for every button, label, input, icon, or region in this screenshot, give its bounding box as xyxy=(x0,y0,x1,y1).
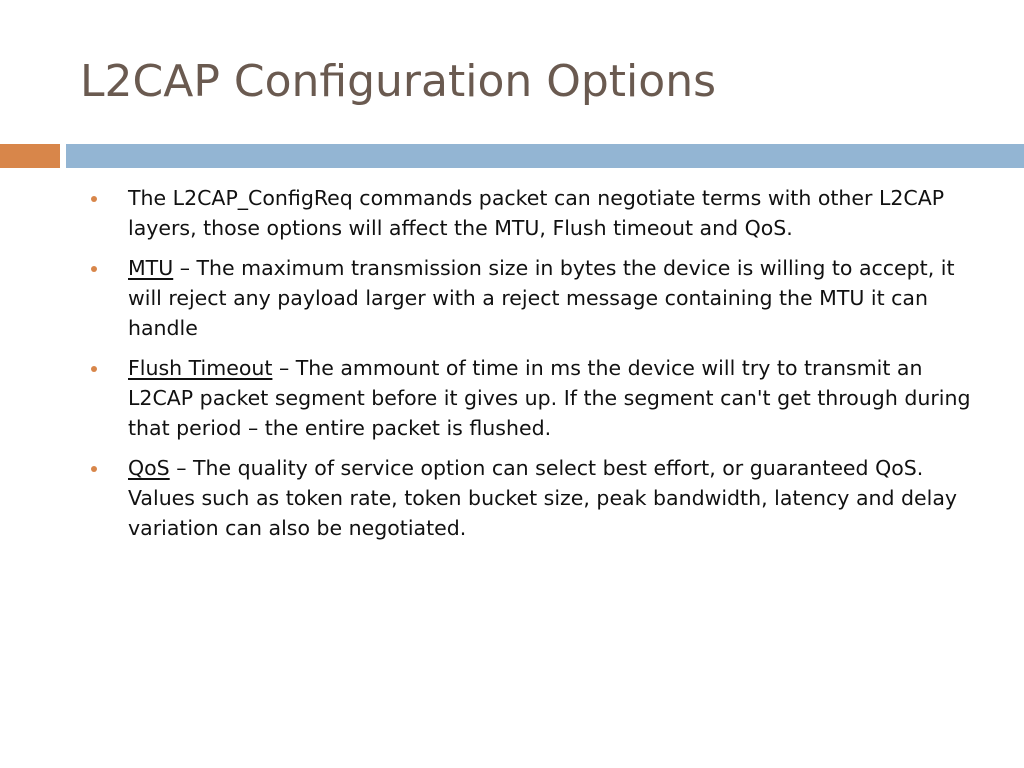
bullet-text: The L2CAP_ConfigReq commands packet can negotiate terms with other L2CAP layers, those options will affect the MTU, Flush timeout and QoS. xyxy=(128,186,945,240)
bullet-dot-icon xyxy=(91,366,97,372)
title-accent-bar-orange xyxy=(0,144,60,168)
bullet-item-config-req xyxy=(90,183,980,243)
bullet-dot-icon xyxy=(91,466,97,472)
bullet-dot-icon xyxy=(91,196,97,202)
slide-title: L2CAP Configuration Options xyxy=(80,56,717,107)
bullet-dot-icon xyxy=(91,266,97,272)
title-accent-bar-blue xyxy=(66,144,1024,168)
bullet-item-mtu xyxy=(90,253,980,343)
bullet-term: MTU xyxy=(128,256,174,280)
bullet-item-qos xyxy=(90,453,980,543)
bullet-list xyxy=(90,183,980,553)
bullet-text: – The maximum transmission size in bytes the device is willing to accept, it will reject any payload larger with a reject message containing the MTU it can handle xyxy=(128,256,955,340)
bullet-item-flush-timeout xyxy=(90,353,980,443)
bullet-text: – The ammount of time in ms the device will try to transmit an L2CAP packet segment before it gives up. If the segment can't get through during that period – the entire packet is flushed. xyxy=(128,356,971,440)
bullet-term: Flush Timeout xyxy=(128,356,273,380)
bullet-text: – The quality of service option can select best effort, or guaranteed QoS. Values such as token rate, token bucket size, peak bandwidth, latency and delay variation can also be negotiated. xyxy=(128,456,958,540)
bullet-term: QoS xyxy=(128,456,170,480)
